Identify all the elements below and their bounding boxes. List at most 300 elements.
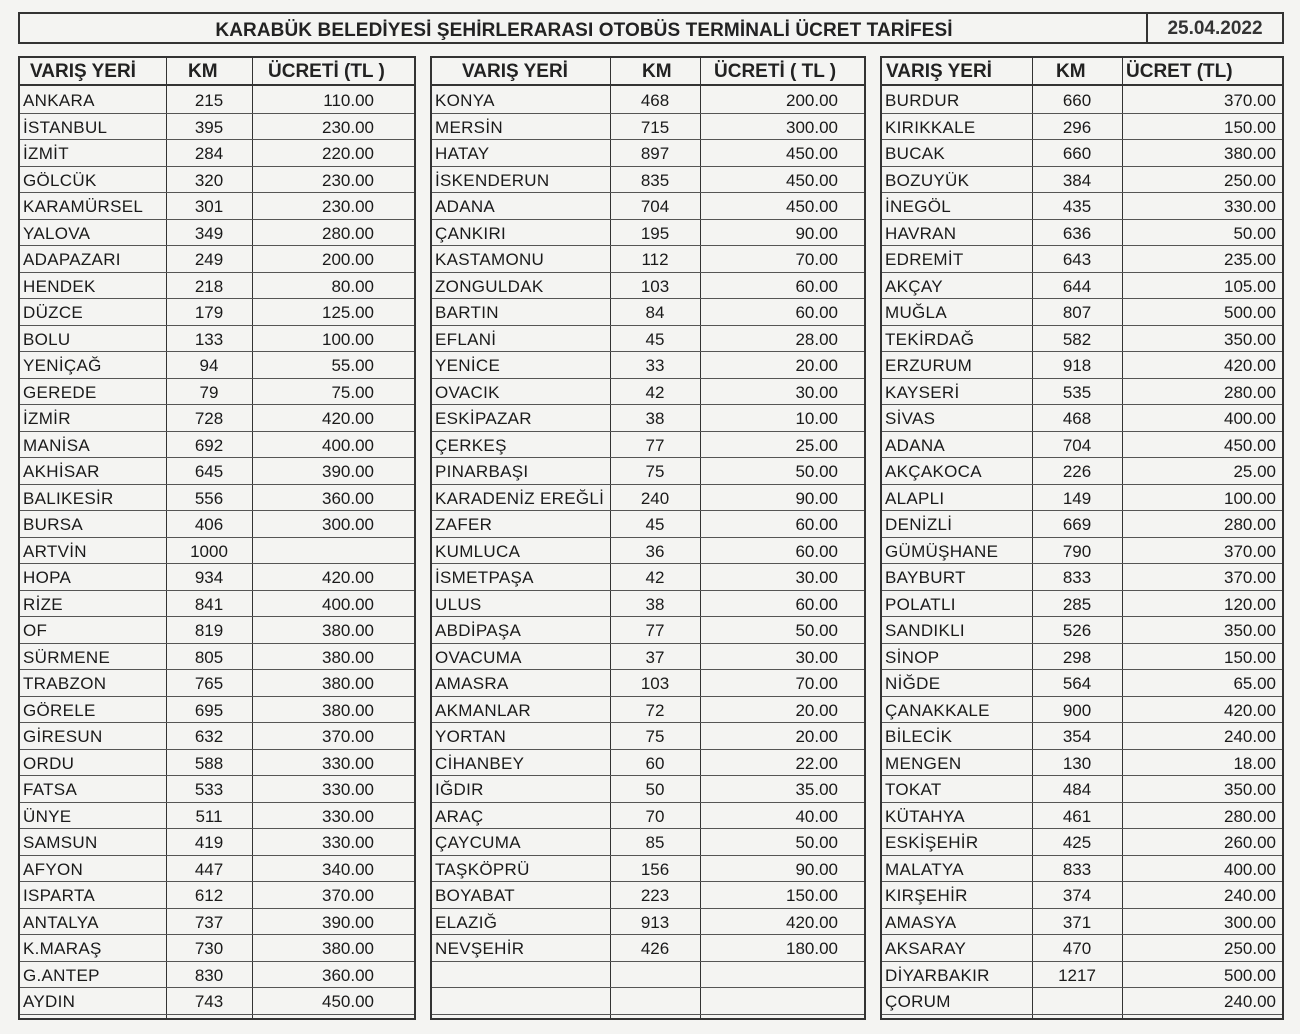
destination-cell: HENDEK: [23, 276, 96, 296]
km-cell: 511: [195, 806, 223, 826]
table-row: [20, 829, 414, 856]
km-cell: 94: [199, 356, 219, 375]
km-cell: 354: [1062, 727, 1092, 746]
fee-cell: 60.00: [795, 594, 838, 614]
table-row: [882, 776, 1282, 803]
km-cell: 195: [640, 223, 670, 243]
table-row: [432, 140, 864, 167]
table-row: [20, 299, 414, 326]
table-row: [882, 167, 1282, 194]
destination-cell: AFYON: [23, 859, 84, 879]
table-row: [882, 352, 1282, 379]
km-cell: 112: [641, 250, 669, 269]
table-row: [20, 379, 414, 406]
fee-cell: 420.00: [1224, 356, 1276, 375]
destination-cell: ABDİPAŞA: [435, 621, 522, 640]
destination-cell: İZMİR: [23, 409, 71, 428]
fee-cell: 200.00: [322, 250, 374, 269]
km-cell: 612: [194, 886, 224, 905]
km-cell: 218: [194, 276, 224, 296]
table-row: [432, 882, 864, 909]
table-row: [20, 405, 414, 432]
fee-cell: 235.00: [1224, 250, 1276, 269]
destination-cell: AMASRA: [435, 674, 509, 693]
destination-cell: ARTVİN: [23, 541, 87, 561]
destination-cell: GEREDE: [23, 382, 97, 402]
table-row: [20, 167, 414, 194]
destination-cell: ISPARTA: [23, 886, 96, 905]
km-cell: 84: [645, 303, 665, 322]
table-row: [882, 511, 1282, 538]
km-cell: 37: [645, 647, 665, 667]
tariff-table-1: [18, 56, 416, 1020]
fee-cell: 330.00: [1224, 197, 1276, 216]
km-cell: 897: [640, 144, 670, 163]
fee-cell: 60.00: [795, 541, 838, 561]
fee-cell: 300.00: [1224, 912, 1276, 932]
fee-cell: 370.00: [322, 727, 374, 746]
destination-cell: FATSA: [23, 780, 78, 799]
table-row: [20, 776, 414, 803]
km-cell: 461: [1062, 806, 1092, 826]
table-header: [882, 58, 1282, 86]
fee-cell: 350.00: [1224, 780, 1276, 799]
fee-cell: 90.00: [795, 859, 838, 879]
destination-cell: ARAÇ: [435, 806, 484, 826]
fee-cell: 10.00: [795, 409, 838, 428]
fee-cell: 380.00: [322, 647, 374, 667]
fee-cell: 50.00: [795, 462, 838, 481]
fee-cell: 360.00: [322, 965, 374, 985]
fee-cell: 400.00: [322, 435, 374, 455]
km-cell: 284: [194, 144, 224, 163]
km-cell: 50: [645, 780, 665, 799]
destination-cell: İNEGÖL: [885, 197, 952, 216]
km-cell: 240: [640, 488, 670, 508]
table-row: [882, 485, 1282, 512]
fee-cell: 370.00: [1224, 91, 1276, 110]
destination-cell: ULUS: [435, 594, 482, 614]
km-cell: 704: [640, 197, 670, 216]
destination-cell: BOZUYÜK: [885, 170, 970, 190]
fee-cell: 330.00: [322, 806, 374, 826]
fee-cell: 280.00: [1224, 382, 1276, 402]
table-row: [20, 644, 414, 671]
destination-cell: EDREMİT: [885, 250, 964, 269]
table-row: [882, 220, 1282, 247]
km-cell: 419: [194, 833, 224, 852]
fee-cell: 350.00: [1224, 329, 1276, 349]
km-cell: 807: [1062, 303, 1092, 322]
destination-cell: AMASYA: [885, 912, 957, 932]
destination-cell: DENİZLİ: [885, 515, 953, 534]
header-fee: ÜCRET (TL): [1126, 61, 1233, 82]
table-row: [20, 114, 414, 141]
destination-cell: SİVAS: [885, 409, 936, 428]
fee-cell: 90.00: [795, 223, 838, 243]
table-row: [882, 988, 1282, 1015]
fee-cell: 30.00: [795, 647, 838, 667]
km-cell: 103: [640, 674, 670, 693]
table-row: [432, 829, 864, 856]
fee-cell: 22.00: [795, 753, 838, 773]
table-row: [432, 538, 864, 565]
destination-cell: GÜMÜŞHANE: [885, 541, 999, 561]
km-cell: 535: [1062, 382, 1092, 402]
fee-cell: 260.00: [1224, 833, 1276, 852]
header-fee: ÜCRETİ ( TL ): [714, 61, 837, 82]
km-cell: 743: [194, 992, 224, 1011]
table-row: [882, 909, 1282, 936]
tariff-table-2: [430, 56, 866, 1020]
km-cell: 33: [645, 356, 665, 375]
km-cell: 133: [194, 329, 224, 349]
km-cell: 669: [1062, 515, 1092, 534]
km-cell: 692: [194, 435, 224, 455]
fee-cell: 125.00: [322, 303, 374, 322]
table-row: [432, 697, 864, 724]
km-cell: 526: [1062, 621, 1092, 640]
fee-cell: 380.00: [322, 700, 374, 720]
table-row: [432, 193, 864, 220]
km-cell: 737: [194, 912, 224, 932]
fee-cell: 150.00: [786, 886, 838, 905]
destination-cell: ZONGULDAK: [435, 276, 544, 296]
table-row: [882, 829, 1282, 856]
table-row: [432, 803, 864, 830]
fee-cell: 250.00: [1224, 939, 1276, 958]
table-row: [20, 591, 414, 618]
table-row: [882, 432, 1282, 459]
header-km: KM: [642, 61, 672, 82]
km-cell: 349: [194, 223, 224, 243]
fee-cell: 20.00: [795, 356, 838, 375]
destination-cell: MANİSA: [23, 435, 90, 455]
destination-cell: KARAMÜRSEL: [23, 197, 144, 216]
table-row: [20, 750, 414, 777]
destination-cell: YENİCE: [435, 356, 501, 375]
fee-cell: 50.00: [795, 833, 838, 852]
table-row: [882, 697, 1282, 724]
km-cell: 103: [640, 276, 670, 296]
fee-cell: 450.00: [322, 992, 374, 1011]
fee-cell: 240.00: [1224, 727, 1276, 746]
fee-cell: 65.00: [1233, 674, 1276, 693]
fee-cell: 390.00: [322, 912, 374, 932]
fee-cell: 330.00: [322, 753, 374, 773]
table-row: [20, 670, 414, 697]
table-row: [882, 962, 1282, 989]
fee-cell: 110.00: [323, 91, 374, 110]
destination-cell: TEKİRDAĞ: [885, 329, 975, 349]
table-row: [882, 617, 1282, 644]
destination-cell: KUMLUCA: [435, 541, 521, 561]
table-row: [882, 273, 1282, 300]
table-row: [432, 644, 864, 671]
title-bar: [18, 12, 1284, 44]
destination-cell: YALOVA: [23, 223, 91, 243]
km-cell: 533: [194, 780, 224, 799]
table-row: [20, 220, 414, 247]
table-row: [20, 193, 414, 220]
km-cell: 1217: [1058, 965, 1096, 985]
km-cell: 156: [640, 859, 670, 879]
destination-cell: K.MARAŞ: [23, 939, 102, 958]
km-cell: 77: [645, 621, 665, 640]
destination-cell: BİLECİK: [885, 727, 953, 746]
table-row: [432, 87, 864, 114]
km-cell: 249: [194, 250, 224, 269]
km-cell: 42: [645, 382, 665, 402]
fee-cell: 40.00: [795, 806, 838, 826]
km-cell: 468: [640, 91, 670, 110]
km-cell: 45: [645, 515, 665, 534]
destination-cell: AKÇAKOCA: [885, 462, 982, 481]
destination-cell: SİNOP: [885, 647, 940, 667]
destination-cell: TOKAT: [885, 780, 942, 799]
table-row: [432, 856, 864, 883]
fee-cell: 380.00: [1224, 144, 1276, 163]
table-row: [20, 856, 414, 883]
fee-cell: 300.00: [786, 117, 838, 137]
fee-cell: 100.00: [1224, 488, 1276, 508]
fee-cell: 330.00: [322, 833, 374, 852]
fee-cell: 450.00: [786, 144, 838, 163]
km-cell: 660: [1062, 144, 1092, 163]
table-row: [882, 564, 1282, 591]
km-cell: 1000: [190, 541, 228, 561]
destination-cell: ESKİPAZAR: [435, 409, 532, 428]
km-cell: 645: [194, 462, 224, 481]
km-cell: 301: [194, 197, 224, 216]
destination-cell: HOPA: [23, 568, 72, 587]
table-row: [20, 564, 414, 591]
fee-cell: 300.00: [322, 515, 374, 534]
fee-cell: 18.00: [1233, 753, 1276, 773]
table-row: [20, 326, 414, 353]
destination-cell: BOYABAT: [435, 886, 515, 905]
destination-cell: POLATLI: [885, 594, 956, 614]
destination-cell: AKSARAY: [885, 939, 967, 958]
table-row: [20, 273, 414, 300]
km-cell: 296: [1062, 117, 1092, 137]
fee-cell: 400.00: [1224, 859, 1276, 879]
destination-cell: AYDIN: [23, 992, 76, 1011]
table-row: [882, 140, 1282, 167]
destination-cell: KARADENİZ EREĞLİ: [435, 488, 605, 508]
fee-cell: 370.00: [1224, 541, 1276, 561]
destination-cell: KIRIKKALE: [885, 117, 976, 137]
destination-cell: MALATYA: [885, 859, 964, 879]
table-row: [432, 432, 864, 459]
table-row: [432, 776, 864, 803]
table-row: [20, 803, 414, 830]
tariff-table-3: [880, 56, 1284, 1020]
table-row: [432, 114, 864, 141]
destination-cell: IĞDIR: [435, 780, 484, 799]
table-row: [20, 909, 414, 936]
fee-cell: 280.00: [1224, 515, 1276, 534]
km-cell: 320: [194, 170, 224, 190]
table-row: [20, 988, 414, 1015]
destination-cell: ADANA: [435, 197, 496, 216]
km-cell: 660: [1062, 91, 1092, 110]
km-cell: 179: [194, 303, 224, 322]
fee-cell: 420.00: [1224, 700, 1276, 720]
table-row: [432, 220, 864, 247]
table-row: [432, 458, 864, 485]
destination-cell: RİZE: [23, 594, 63, 614]
fee-cell: 220.00: [322, 144, 374, 163]
header-destination: VARIŞ YERİ: [30, 61, 136, 82]
destination-cell: SAMSUN: [23, 833, 98, 852]
table-row: [882, 299, 1282, 326]
km-cell: 60: [645, 753, 665, 773]
header-km: KM: [188, 61, 218, 82]
destination-cell: MENGEN: [885, 753, 962, 773]
destination-cell: ÇERKEŞ: [435, 435, 507, 455]
fee-cell: 80.00: [331, 276, 374, 296]
destination-cell: ERZURUM: [885, 356, 973, 375]
fee-cell: 500.00: [1224, 303, 1276, 322]
table-row: [882, 326, 1282, 353]
km-cell: 830: [194, 965, 224, 985]
table-row: [882, 935, 1282, 962]
fee-cell: 350.00: [1224, 621, 1276, 640]
km-cell: 75: [645, 727, 665, 746]
fee-cell: 25.00: [795, 435, 838, 455]
table-row: [432, 379, 864, 406]
destination-cell: KIRŞEHİR: [885, 886, 968, 905]
destination-cell: BUCAK: [885, 144, 946, 163]
destination-cell: YORTAN: [435, 727, 507, 746]
fee-cell: 120.00: [1224, 594, 1276, 614]
table-row: [20, 935, 414, 962]
destination-cell: OVACUMA: [435, 647, 522, 667]
table-header: [20, 58, 414, 86]
fee-cell: 150.00: [1224, 647, 1276, 667]
fee-cell: 420.00: [786, 912, 838, 932]
fee-cell: 100.00: [322, 329, 374, 349]
table-row: [20, 538, 414, 565]
tariff-date: 25.04.2022: [1146, 14, 1282, 42]
table-row: [432, 485, 864, 512]
table-row: [432, 591, 864, 618]
destination-cell: AKHİSAR: [23, 462, 100, 481]
km-cell: 149: [1062, 488, 1092, 508]
destination-cell: BOLU: [23, 329, 71, 349]
destination-cell: MERSİN: [435, 117, 503, 137]
km-cell: 468: [1062, 409, 1092, 428]
table-row: [20, 511, 414, 538]
km-cell: 835: [640, 170, 670, 190]
km-cell: 484: [1062, 780, 1092, 799]
table-row: [882, 803, 1282, 830]
fee-cell: 360.00: [322, 488, 374, 508]
destination-cell: GÖLCÜK: [23, 170, 97, 190]
km-cell: 841: [194, 594, 224, 614]
destination-cell: BAYBURT: [885, 568, 966, 587]
table-row: [432, 273, 864, 300]
table-row: [882, 723, 1282, 750]
km-cell: 36: [645, 541, 665, 561]
table-row: [882, 856, 1282, 883]
table-row: [20, 962, 414, 989]
km-cell: 934: [194, 568, 224, 587]
fee-cell: 60.00: [795, 515, 838, 534]
fee-cell: 230.00: [322, 197, 374, 216]
destination-cell: ADANA: [885, 435, 946, 455]
fee-cell: 240.00: [1224, 886, 1276, 905]
fee-cell: 230.00: [322, 170, 374, 190]
table-row: [432, 167, 864, 194]
fee-cell: 70.00: [795, 250, 838, 269]
destination-cell: HATAY: [435, 144, 490, 163]
table-row: [432, 750, 864, 777]
table-row: [882, 405, 1282, 432]
km-cell: 918: [1062, 356, 1092, 375]
table-row: [432, 723, 864, 750]
table-row: [20, 140, 414, 167]
destination-cell: G.ANTEP: [23, 965, 100, 985]
destination-cell: AKMANLAR: [435, 700, 531, 720]
destination-cell: ÇANKIRI: [435, 223, 507, 243]
km-cell: 833: [1062, 568, 1092, 587]
table-row: [432, 962, 864, 989]
km-cell: 447: [194, 859, 224, 879]
destination-cell: ZAFER: [435, 515, 493, 534]
km-cell: 644: [1062, 276, 1092, 296]
km-cell: 384: [1062, 170, 1092, 190]
destination-cell: HAVRAN: [885, 223, 957, 243]
fee-cell: 370.00: [1224, 568, 1276, 587]
fee-cell: 450.00: [1224, 435, 1276, 455]
km-cell: 371: [1062, 912, 1092, 932]
table-row: [432, 988, 864, 1015]
km-cell: 42: [645, 568, 665, 587]
destination-cell: DİYARBAKIR: [885, 965, 990, 985]
destination-cell: İSTANBUL: [23, 117, 108, 137]
km-cell: 900: [1062, 700, 1092, 720]
km-cell: 85: [645, 833, 665, 852]
table-row: [882, 87, 1282, 114]
km-cell: 833: [1062, 859, 1092, 879]
fee-cell: 330.00: [322, 780, 374, 799]
km-cell: 636: [1062, 223, 1092, 243]
destination-cell: OVACIK: [435, 382, 500, 402]
table-row: [20, 352, 414, 379]
km-cell: 406: [194, 515, 224, 534]
km-cell: 715: [640, 117, 670, 137]
fee-cell: 50.00: [795, 621, 838, 640]
destination-cell: OF: [23, 621, 48, 640]
table-row: [20, 697, 414, 724]
km-cell: 765: [194, 674, 224, 693]
km-cell: 285: [1062, 594, 1092, 614]
fee-cell: 28.00: [795, 329, 838, 349]
table-row: [882, 114, 1282, 141]
destination-cell: KONYA: [435, 91, 495, 110]
km-cell: 374: [1062, 886, 1092, 905]
destination-cell: BALIKESİR: [23, 488, 114, 508]
fee-cell: 370.00: [322, 886, 374, 905]
fee-cell: 450.00: [786, 197, 838, 216]
fee-cell: 30.00: [795, 568, 838, 587]
fee-cell: 240.00: [1224, 992, 1276, 1011]
destination-cell: BURSA: [23, 515, 84, 534]
km-cell: 38: [645, 594, 665, 614]
table-row: [882, 644, 1282, 671]
